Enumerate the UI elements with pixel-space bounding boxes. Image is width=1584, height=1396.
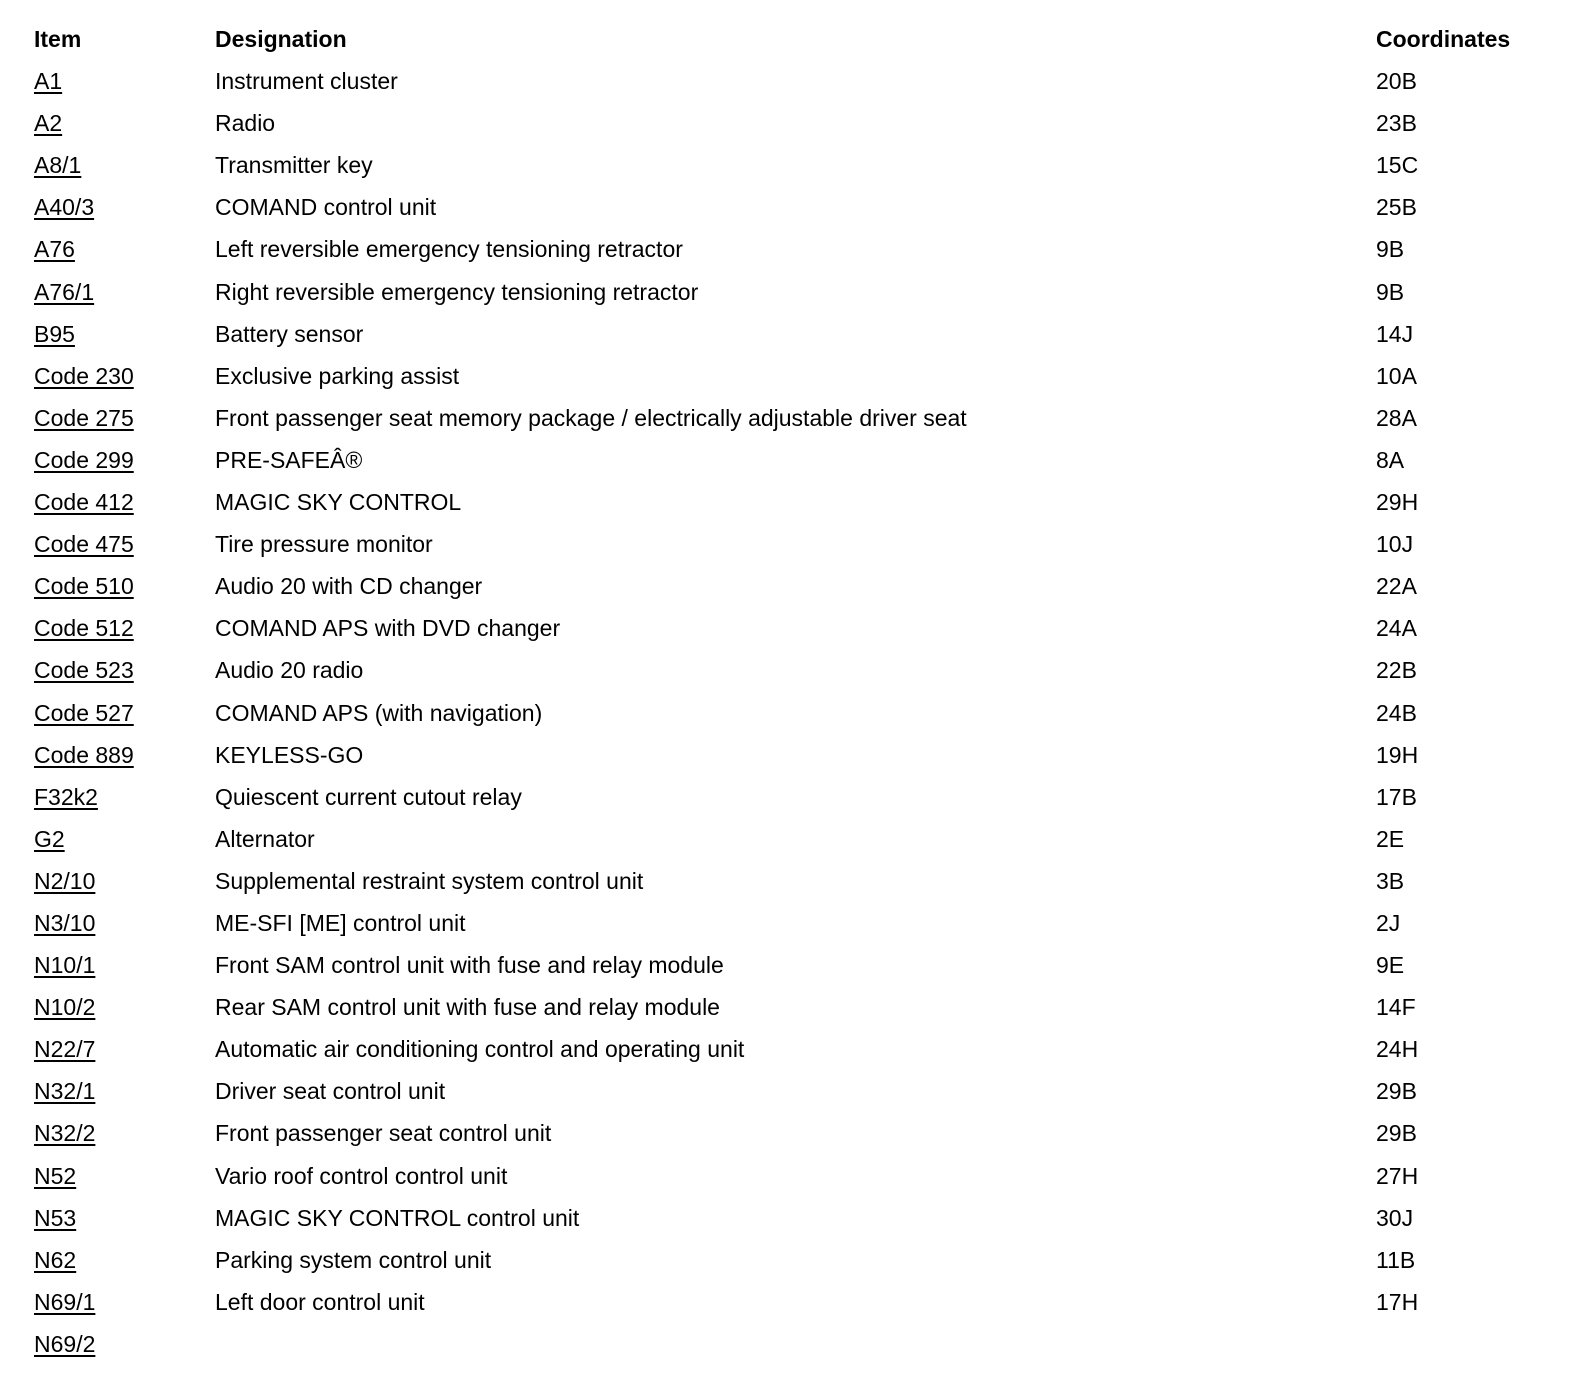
coordinates-text: 9E (1376, 952, 1405, 979)
item-link[interactable]: F32k2 (34, 783, 98, 810)
item-link[interactable]: Code 275 (34, 404, 134, 431)
designation-text: Exclusive parking assist (215, 362, 460, 389)
designation-text: Left door control unit (215, 1288, 425, 1315)
table-body (34, 60, 1574, 1365)
coordinates-text: 24A (1376, 615, 1417, 642)
header-coordinates: Coordinates (1376, 26, 1511, 52)
item-link[interactable]: Code 475 (34, 531, 134, 558)
table-header (34, 18, 1574, 60)
designation-text: COMAND APS with DVD changer (215, 615, 561, 642)
coordinates-text: 14F (1376, 994, 1416, 1021)
designation-text: Radio (215, 110, 276, 137)
designation-text: Driver seat control unit (215, 1078, 446, 1105)
designation-text: ME-SFI [ME] control unit (215, 909, 466, 936)
table-row (34, 986, 1574, 1028)
table-row (34, 944, 1574, 986)
component-legend-table (34, 18, 1574, 1365)
table-row (34, 607, 1574, 649)
table-row (34, 1239, 1574, 1281)
table-row (34, 397, 1574, 439)
designation-text: Quiescent current cutout relay (215, 783, 522, 810)
coordinates-text: 24B (1376, 699, 1417, 726)
designation-text: Front passenger seat control unit (215, 1120, 552, 1147)
designation-text: Rear SAM control unit with fuse and relay module (215, 994, 720, 1021)
designation-text: KEYLESS-GO (215, 741, 364, 768)
coordinates-text: 19H (1376, 741, 1419, 768)
table-row (34, 271, 1574, 313)
coordinates-text: 22A (1376, 573, 1417, 600)
table-row (34, 1070, 1574, 1112)
table-row (34, 860, 1574, 902)
designation-text: PRE-SAFEÂ® (215, 446, 363, 473)
coordinates-text: 17B (1376, 783, 1417, 810)
coordinates-text: 9B (1376, 236, 1405, 263)
designation-text: Right reversible emergency tensioning retractor (215, 278, 699, 305)
coordinates-text: 29H (1376, 489, 1419, 516)
coordinates-text: 3B (1376, 867, 1405, 894)
coordinates-text: 14J (1376, 320, 1414, 347)
item-link[interactable]: Code 889 (34, 741, 134, 768)
table-row (34, 902, 1574, 944)
table-row (34, 692, 1574, 734)
item-link[interactable]: A40/3 (34, 194, 95, 221)
coordinates-text: 29B (1376, 1078, 1417, 1105)
designation-text: Vario roof control control unit (215, 1162, 508, 1189)
coordinates-text: 2J (1376, 909, 1401, 936)
table-row (34, 60, 1574, 102)
item-link[interactable]: B95 (34, 320, 75, 347)
designation-text: COMAND control unit (215, 194, 437, 221)
designation-text: MAGIC SKY CONTROL control unit (215, 1204, 580, 1231)
coordinates-text: 17H (1376, 1288, 1419, 1315)
coordinates-text: 22B (1376, 657, 1417, 684)
designation-text: Parking system control unit (215, 1246, 492, 1273)
coordinates-text: 8A (1376, 446, 1405, 473)
table-row (34, 1197, 1574, 1239)
designation-text: Instrument cluster (215, 68, 398, 95)
table-row (34, 649, 1574, 691)
item-link[interactable]: N2/10 (34, 867, 96, 894)
item-link[interactable]: Code 230 (34, 362, 134, 389)
designation-text: Tire pressure monitor (215, 531, 433, 558)
designation-text: Transmitter key (215, 152, 373, 179)
item-link[interactable]: N69/2 (34, 1330, 96, 1357)
coordinates-text: 20B (1376, 68, 1417, 95)
designation-text: Front SAM control unit with fuse and relay module (215, 952, 724, 979)
item-link[interactable]: Code 510 (34, 573, 134, 600)
designation-text: Front passenger seat memory package / electrically adjustable driver seat (215, 404, 967, 431)
item-link[interactable]: Code 527 (34, 699, 134, 726)
coordinates-text: 27H (1376, 1162, 1419, 1189)
item-link[interactable]: N69/1 (34, 1288, 96, 1315)
table-row (34, 565, 1574, 607)
designation-text: Audio 20 with CD changer (215, 573, 483, 600)
table-row (34, 776, 1574, 818)
coordinates-text: 2E (1376, 825, 1405, 852)
item-link[interactable]: Code 512 (34, 615, 134, 642)
item-link[interactable]: N32/2 (34, 1120, 96, 1147)
coordinates-text: 9B (1376, 278, 1405, 305)
item-link[interactable]: Code 299 (34, 446, 134, 473)
table-row (34, 1323, 1574, 1365)
item-link[interactable]: Code 523 (34, 657, 134, 684)
item-link[interactable]: N52 (34, 1162, 77, 1189)
coordinates-text: 23B (1376, 110, 1417, 137)
item-link[interactable]: A2 (34, 110, 63, 137)
item-link[interactable]: N3/10 (34, 909, 96, 936)
coordinates-text: 28A (1376, 404, 1417, 431)
table-row (34, 144, 1574, 186)
table-row (34, 186, 1574, 228)
coordinates-text: 30J (1376, 1204, 1414, 1231)
table-row (34, 1028, 1574, 1070)
designation-text: Supplemental restraint system control unit (215, 867, 644, 894)
item-link[interactable]: N62 (34, 1246, 77, 1273)
item-link[interactable]: A8/1 (34, 152, 82, 179)
table-row (34, 1112, 1574, 1154)
designation-text: Left reversible emergency tensioning retractor (215, 236, 683, 263)
table-row (34, 1281, 1574, 1323)
coordinates-text: 24H (1376, 1036, 1419, 1063)
item-link[interactable]: A1 (34, 68, 63, 95)
item-link[interactable]: N32/1 (34, 1078, 96, 1105)
coordinates-text: 10A (1376, 362, 1417, 389)
item-link[interactable]: Code 412 (34, 489, 134, 516)
coordinates-text: 29B (1376, 1120, 1417, 1147)
table-row (34, 481, 1574, 523)
item-link[interactable]: N22/7 (34, 1036, 96, 1063)
table-row (34, 523, 1574, 565)
item-link[interactable]: A76/1 (34, 278, 95, 305)
coordinates-text: 10J (1376, 531, 1414, 558)
table-row (34, 818, 1574, 860)
designation-text: Alternator (215, 825, 315, 852)
header-item: Item (34, 26, 82, 52)
designation-text: Automatic air conditioning control and operating unit (215, 1036, 745, 1063)
designation-text: COMAND APS (with navigation) (215, 699, 543, 726)
coordinates-text: 25B (1376, 194, 1417, 221)
item-link[interactable]: A76 (34, 236, 75, 263)
table-row (34, 313, 1574, 355)
coordinates-text: 15C (1376, 152, 1419, 179)
item-link[interactable]: N10/2 (34, 994, 96, 1021)
table-row (34, 102, 1574, 144)
table-row (34, 734, 1574, 776)
designation-text: MAGIC SKY CONTROL (215, 489, 462, 516)
table-row (34, 1155, 1574, 1197)
table-row (34, 228, 1574, 270)
item-link[interactable]: N53 (34, 1204, 77, 1231)
item-link[interactable]: G2 (34, 825, 65, 852)
designation-text: Audio 20 radio (215, 657, 364, 684)
header-designation: Designation (215, 26, 347, 52)
designation-text: Battery sensor (215, 320, 364, 347)
table-row (34, 439, 1574, 481)
coordinates-text: 11B (1376, 1246, 1416, 1273)
item-link[interactable]: N10/1 (34, 952, 96, 979)
table-row (34, 355, 1574, 397)
